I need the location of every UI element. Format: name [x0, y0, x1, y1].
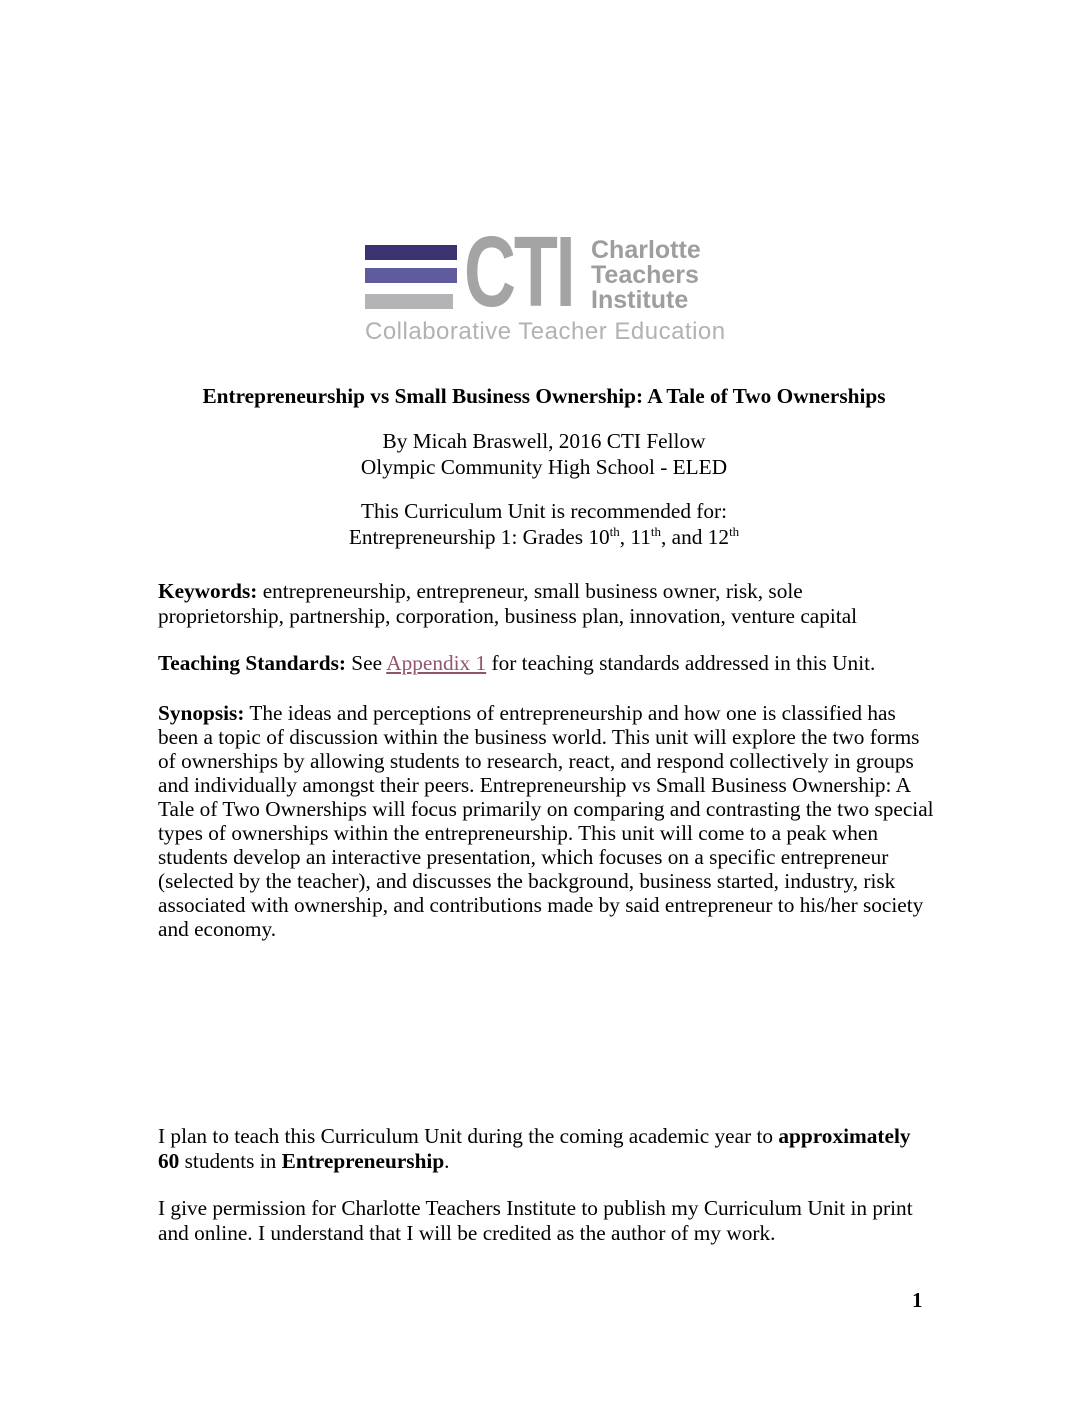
logo-bar-top-icon	[365, 245, 457, 260]
keywords-text: entrepreneurship, entrepreneur, small business owner, risk, sole proprietorship, partnership, corporation, business plan, innovation, venture capital	[158, 579, 858, 628]
synopsis-text: The ideas and perceptions of entrepreneurship and how one is classified has been a topic of discussion within the business world. This unit will explore the two forms of ownerships by allowing students to research, react, and respond collectively in groups and individually amongst their peers. Entrepreneurship vs Small Business Ownership: A Tale of Two Ownerships will focus primarily on comparing and contrasting the two special types of ownerships within the entrepreneurship. This unit will come to a peak when students develop an interactive presentation, which focuses on a specific entrepreneur (selected by the teacher), and discusses the background, business started, industry, risk associated with ownership, and contributions made by said entrepreneur to his/her society and economy.	[158, 701, 934, 941]
teaching-standards-paragraph	[158, 651, 934, 675]
logo-acronym: CTI	[464, 216, 574, 328]
permission-paragraph: I give permission for Charlotte Teachers Institute to publish my Curriculum Unit in print and online. I understand that I will be credited as the author of my work.	[158, 1196, 913, 1245]
byline-block	[0, 428, 1088, 480]
page-number: 1	[912, 1288, 923, 1312]
synopsis-paragraph	[158, 701, 934, 941]
recommended-course	[0, 524, 1088, 550]
teaching-standards-post: for teaching standards addressed in this Unit.	[486, 651, 876, 675]
logo-institute-name	[591, 238, 701, 313]
logo-bar-bottom-icon	[365, 294, 453, 309]
plan-post: .	[444, 1149, 450, 1173]
ordinal-suffix: th	[729, 523, 740, 539]
document-title: Entrepreneurship vs Small Business Ownership: A Tale of Two Ownerships	[202, 384, 886, 408]
keywords-paragraph	[158, 579, 934, 629]
course-segment: Entrepreneurship 1: Grades 10	[348, 525, 610, 549]
plan-pre: I plan to teach this Curriculum Unit during the coming academic year to	[158, 1124, 779, 1148]
school-name: Olympic Community High School - ELED	[360, 455, 728, 479]
course-segment: , 11	[619, 525, 651, 549]
recommended-block	[0, 498, 1088, 550]
appendix-1-link[interactable]: Appendix 1	[386, 651, 487, 675]
teaching-plan-paragraph	[158, 1124, 934, 1174]
synopsis-label: Synopsis:	[158, 701, 245, 725]
logo-name-line-2: Teachers	[591, 261, 699, 289]
keywords-label: Keywords:	[158, 579, 258, 603]
teaching-standards-pre: See	[345, 651, 387, 675]
recommended-intro: This Curriculum Unit is recommended for:	[360, 499, 728, 523]
plan-student-count: approximately 60	[158, 1124, 911, 1173]
plan-course-name: Entrepreneurship	[281, 1149, 445, 1173]
logo-bar-middle-icon	[365, 268, 457, 283]
logo-name-line-1: Charlotte	[591, 236, 701, 264]
logo-name-line-3: Institute	[591, 286, 689, 314]
logo-tagline: Collaborative Teacher Education	[365, 318, 726, 345]
ordinal-suffix: th	[650, 523, 662, 539]
cti-logo	[363, 216, 726, 350]
teaching-standards-label: Teaching Standards:	[158, 651, 346, 675]
ordinal-suffix: th	[609, 523, 620, 539]
plan-mid: students in	[179, 1149, 282, 1173]
author-byline: By Micah Braswell, 2016 CTI Fellow	[382, 429, 706, 453]
course-segment: , and 12	[661, 525, 730, 549]
